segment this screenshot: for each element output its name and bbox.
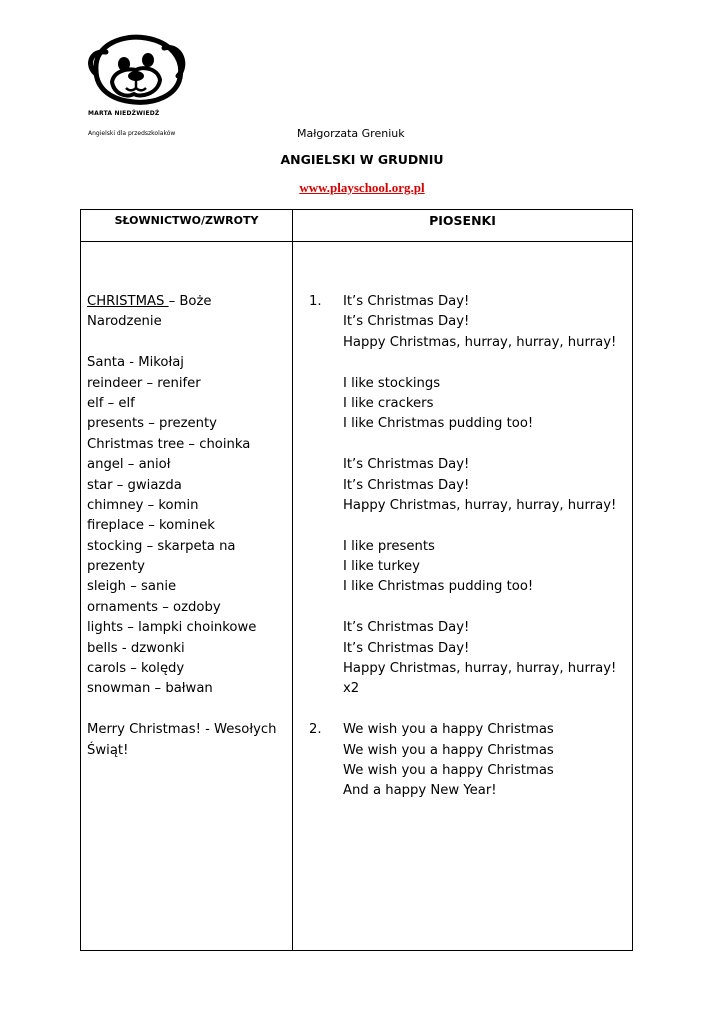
vocab-item [87, 292, 287, 312]
column-divider [292, 210, 293, 950]
brand-tagline: Angielski dla przedszkolaków [88, 130, 176, 137]
vocab-items [87, 353, 287, 700]
vocab-item: reindeer – renifer [87, 375, 201, 391]
song-number: 2. [309, 722, 322, 738]
vocab-item: stocking – skarpeta na [87, 538, 236, 554]
song-line: We wish you a happy Christmas [343, 762, 554, 778]
song-line: Happy Christmas, hurray, hurray, hurray! [343, 661, 617, 677]
song-line: We wish you a happy Christmas [343, 742, 554, 758]
vocab-item: fireplace – kominek [87, 518, 215, 534]
greeting-line: Merry Christmas! - Wesołych [87, 722, 277, 738]
vocab-item: star – gwiazda [87, 477, 182, 493]
song-line: It’s Christmas Day! [343, 620, 470, 636]
song-line: And a happy New Year! [343, 783, 497, 799]
vocab-item: angel – anioł [87, 457, 171, 473]
song-line: It’s Christmas Day! [343, 294, 470, 309]
song-line [309, 598, 629, 618]
song-line: We wish you a happy Christmas [343, 722, 554, 738]
page-title: ANGIELSKI W GRUDNIU [280, 152, 444, 167]
song-line: It’s Christmas Day! [343, 640, 470, 656]
vocab-translation: – Boże [168, 294, 212, 309]
song-line [309, 516, 629, 536]
song-line: It’s Christmas Day! [343, 314, 470, 330]
song-line: It’s Christmas Day! [343, 477, 470, 493]
song-line: I like presents [343, 538, 435, 554]
song-line: I like turkey [343, 559, 420, 575]
vocab-item: presents – prezenty [87, 416, 217, 432]
website-link[interactable]: www.playschool.org.pl [299, 180, 425, 195]
vocab-term-christmas: CHRISTMAS [87, 294, 169, 309]
header-divider [81, 241, 632, 242]
vocab-item-continuation: Narodzenie [87, 314, 162, 330]
song-line: I like stockings [343, 375, 441, 391]
song-1 [309, 292, 629, 700]
vocab-item: snowman – bałwan [87, 681, 213, 697]
vocabulary-list [87, 292, 287, 761]
vocab-item: carols – kolędy [87, 661, 185, 677]
song-line: I like crackers [343, 395, 434, 411]
vocab-item: chimney – komin [87, 497, 199, 513]
songs-column-header: PIOSENKI [429, 213, 496, 228]
song-line: Happy Christmas, hurray, hurray, hurray! [343, 497, 617, 513]
songs-list [309, 292, 629, 802]
song-line: x2 [343, 681, 360, 697]
vocab-item: prezenty [87, 559, 145, 575]
vocab-item: ornaments – ozdoby [87, 599, 221, 615]
content-table [80, 209, 633, 951]
song-line: It’s Christmas Day! [343, 457, 470, 473]
song-line [309, 435, 629, 455]
vocab-column-header: SŁOWNICTWO/ZWROTY [114, 214, 259, 227]
author-name: Małgorzata Greniuk [297, 127, 405, 140]
song-2 [309, 720, 629, 802]
greeting-line: Świąt! [87, 742, 129, 758]
vocab-item: Christmas tree – choinka [87, 436, 251, 452]
song-line: Happy Christmas, hurray, hurray, hurray! [343, 334, 617, 350]
vocab-item: Santa - Mikołaj [87, 355, 184, 371]
brand-name: MARTA NIEDŹWIEDŹ [88, 110, 160, 117]
song-line [309, 353, 629, 373]
vocab-item: bells - dzwonki [87, 640, 185, 656]
song-line: I like Christmas pudding too! [343, 579, 534, 595]
vocab-item: sleigh – sanie [87, 579, 177, 595]
vocab-item: lights – lampki choinkowe [87, 620, 257, 636]
vocab-item: elf – elf [87, 395, 135, 411]
bear-logo-icon [84, 30, 188, 106]
song-number: 1. [309, 294, 322, 309]
song-line: I like Christmas pudding too! [343, 416, 534, 432]
